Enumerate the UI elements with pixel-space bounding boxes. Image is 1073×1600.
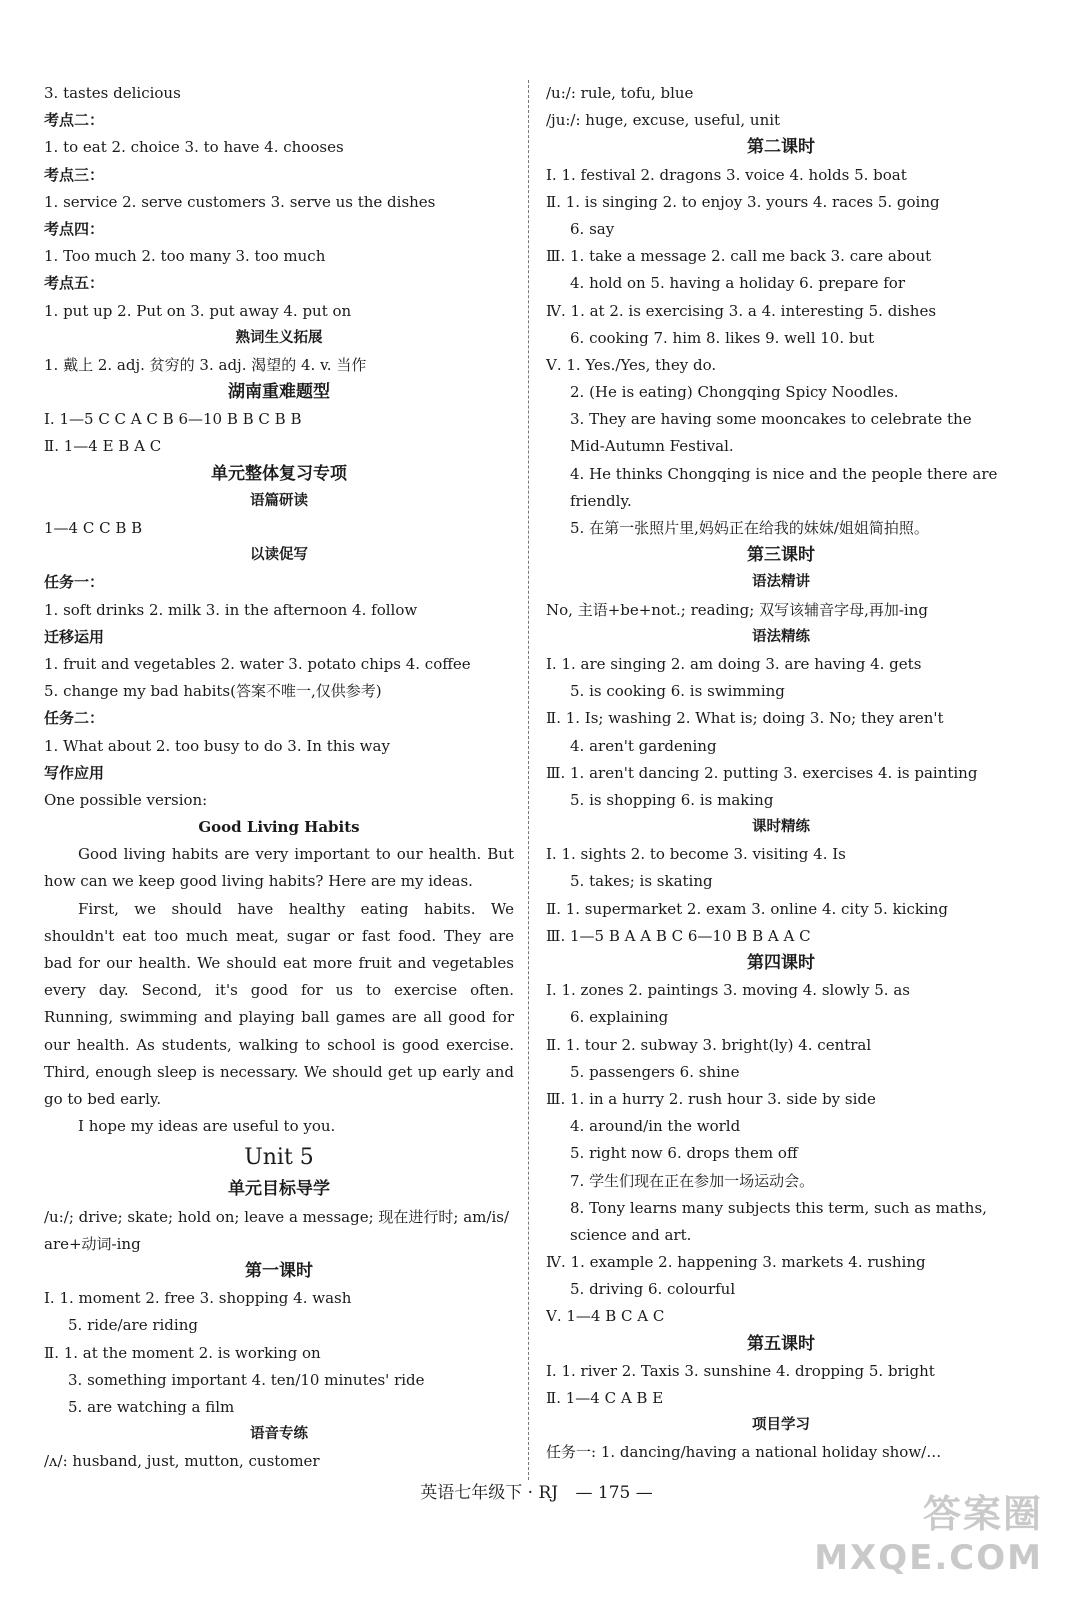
answer-line: 5. are watching a film xyxy=(68,1397,235,1416)
right-column xyxy=(546,80,1016,1467)
answer-line: 3. tastes delicious xyxy=(44,84,181,102)
answer-line: science and art. xyxy=(570,1225,692,1244)
answer-line: 6. cooking 7. him 8. likes 9. well 10. but xyxy=(570,328,875,347)
section-heading: 第三课时 xyxy=(747,545,815,566)
answer-line: 3. They are having some mooncakes to celebrate the xyxy=(570,410,972,429)
answer-line: 1—4 C C B B xyxy=(44,519,143,537)
column-divider xyxy=(528,80,529,1480)
answer-line: 1. Too much 2. too many 3. too much xyxy=(44,247,326,266)
answer-line: Ⅱ. 1. Is; washing 2. What is; doing 3. No; they aren't xyxy=(546,709,944,728)
answer-line: 迁移运用 xyxy=(44,627,105,646)
answer-line: 1. 戴上 2. adj. 贫穷的 3. adj. 渴望的 4. v. 当作 xyxy=(44,355,367,374)
left-answers-top xyxy=(44,80,514,841)
answer-line: 1. to eat 2. choice 3. to have 4. chooses xyxy=(44,138,344,157)
answer-line: Ⅱ. 1—4 E B A C xyxy=(44,437,162,456)
answer-line: Ⅴ. 1. Yes./Yes, they do. xyxy=(546,355,717,374)
answer-line: 5. ride/are riding xyxy=(68,1316,198,1335)
section-heading: 单元目标导学 xyxy=(228,1179,330,1200)
answer-line: 5. takes; is skating xyxy=(570,872,713,891)
answer-line: Ⅰ. 1. are singing 2. am doing 3. are having 4. gets xyxy=(546,654,922,673)
answer-line: 5. is shopping 6. is making xyxy=(570,790,774,809)
answer-line: 4. aren't gardening xyxy=(570,736,717,755)
essay-paragraph: First, we should have healthy eating habits. We shouldn't eat too much meat, sugar or fast food. They are bad for our health. We should eat more fruit and vegetables every day. Second, it's good for us to exercise often. Running, swimming and playing ball games are all good for our health. As students, walking to school is good exercise. Third, enough sleep is necessary. We should get up early and go to bed early. xyxy=(44,899,514,1109)
answer-line: Ⅳ. 1. example 2. happening 3. markets 4. rushing xyxy=(546,1253,926,1272)
answer-line: 5. driving 6. colourful xyxy=(570,1280,736,1299)
section-heading: 项目学习 xyxy=(752,1417,810,1434)
answer-line: 任务二： xyxy=(44,709,105,728)
answer-line: 5. 在第一张照片里,妈妈正在给我的妹妹/姐姐简拍照。 xyxy=(570,519,929,537)
answer-line: Ⅲ. 1. take a message 2. call me back 3. care about xyxy=(546,247,932,266)
answer-line: Ⅰ. 1. festival 2. dragons 3. voice 4. holds 5. boat xyxy=(546,165,907,184)
essay-body xyxy=(44,841,514,1140)
left-column xyxy=(44,80,514,1476)
answer-line: Ⅱ. 1. supermarket 2. exam 3. online 4. city 5. kicking xyxy=(546,899,949,918)
answer-line: 1. fruit and vegetables 2. water 3. potato chips 4. coffee xyxy=(44,654,471,673)
section-heading: 熟词生义拓展 xyxy=(235,329,323,346)
answer-line: 4. around/in the world xyxy=(570,1117,741,1136)
answer-line: /ʌ/: husband, just, mutton, customer xyxy=(44,1452,320,1471)
answer-line: Ⅲ. 1. in a hurry 2. rush hour 3. side by side xyxy=(546,1089,876,1108)
answer-line: Ⅲ. 1. aren't dancing 2. putting 3. exercises 4. is painting xyxy=(546,763,978,782)
answer-line: /u:/: rule, tofu, blue xyxy=(546,84,694,102)
answer-line: Ⅱ. 1. at the moment 2. is working on xyxy=(44,1343,321,1362)
watermark-logo xyxy=(814,1483,1043,1578)
section-heading: 语篇研读 xyxy=(250,492,308,509)
page-number: — 175 — xyxy=(575,1483,653,1503)
section-heading: Unit 5 xyxy=(244,1145,314,1171)
answer-line: 4. He thinks Chongqing is nice and the people there are xyxy=(570,464,998,483)
watermark-top: 答案圈 xyxy=(922,1492,1043,1536)
section-heading: 单元整体复习专项 xyxy=(211,463,347,484)
answer-line: /ju:/: huge, excuse, useful, unit xyxy=(546,111,781,130)
answer-line: Ⅰ. 1. river 2. Taxis 3. sunshine 4. dropping 5. bright xyxy=(546,1361,935,1380)
section-heading: 第二课时 xyxy=(747,137,815,158)
essay-paragraph: Good living habits are very important to our health. But how can we keep good living habits? Here are my ideas. xyxy=(44,845,514,891)
section-heading: 第五课时 xyxy=(747,1333,815,1354)
answer-line: 考点四： xyxy=(44,219,105,238)
answer-line: 考点三： xyxy=(44,165,105,184)
answer-line: 考点二： xyxy=(44,111,105,130)
answer-line: 5. passengers 6. shine xyxy=(570,1062,740,1081)
answer-line: No, 主语+be+not.; reading; 双写该辅音字母,再加-ing xyxy=(546,600,928,619)
answer-line: are+动词-ing xyxy=(44,1234,141,1253)
answer-line: 8. Tony learns many subjects this term, such as maths, xyxy=(570,1198,987,1217)
watermark-bottom: MXQE.COM xyxy=(814,1538,1043,1578)
answer-line: 任务一: 1. dancing/having a national holiday show/… xyxy=(546,1443,942,1462)
answer-line: 1. service 2. serve customers 3. serve us the dishes xyxy=(44,192,436,211)
answer-line: 6. say xyxy=(570,219,615,238)
answer-line: 1. put up 2. Put on 3. put away 4. put on xyxy=(44,301,352,320)
answer-line: 1. What about 2. too busy to do 3. In this way xyxy=(44,736,390,755)
answer-line: friendly. xyxy=(570,491,632,510)
answer-line: Ⅲ. 1—5 B A A B C 6—10 B B A A C xyxy=(546,926,811,945)
answer-line: 6. explaining xyxy=(570,1008,669,1027)
answer-line: 5. change my bad habits(答案不唯一,仅供参考) xyxy=(44,682,382,701)
section-heading: 语法精练 xyxy=(752,628,810,645)
section-heading: 语音专练 xyxy=(250,1426,308,1443)
answer-line: Ⅰ. 1—5 C C A C B 6—10 B B C B B xyxy=(44,410,302,429)
answer-line: Ⅱ. 1. is singing 2. to enjoy 3. yours 4. races 5. going xyxy=(546,192,940,211)
answer-line: Mid-Autumn Festival. xyxy=(570,437,734,456)
section-heading: 课时精练 xyxy=(752,819,810,836)
section-heading: 第四课时 xyxy=(747,953,815,973)
answer-line: 考点五： xyxy=(44,274,105,293)
answer-line: 2. (He is eating) Chongqing Spicy Noodles. xyxy=(570,383,899,402)
answer-line: 3. something important 4. ten/10 minutes' ride xyxy=(68,1370,425,1389)
section-heading: 语法精讲 xyxy=(752,574,810,591)
answer-line: Ⅰ. 1. zones 2. paintings 3. moving 4. slowly 5. as xyxy=(546,981,910,1000)
answer-line: /u:/; drive; skate; hold on; leave a message; 现在进行时; am/is/ xyxy=(44,1207,509,1226)
answer-line: Ⅰ. 1. moment 2. free 3. shopping 4. wash xyxy=(44,1289,352,1308)
essay-paragraph: I hope my ideas are useful to you. xyxy=(78,1117,336,1136)
answer-line: 7. 学生们现在正在参加一场运动会。 xyxy=(570,1171,815,1190)
answer-line: Ⅴ. 1—4 B C A C xyxy=(546,1307,665,1326)
answer-line: Ⅰ. 1. sights 2. to become 3. visiting 4. Is xyxy=(546,845,846,864)
section-heading: 湖南重难题型 xyxy=(228,382,330,403)
left-answers-bottom xyxy=(44,1140,514,1475)
answer-line: Ⅳ. 1. at 2. is exercising 3. a 4. interesting 5. dishes xyxy=(546,301,937,320)
section-heading: 第一课时 xyxy=(245,1261,313,1282)
answer-line: Ⅱ. 1. tour 2. subway 3. bright(ly) 4. central xyxy=(546,1035,872,1054)
section-heading: Good Living Habits xyxy=(198,818,360,837)
answer-line: 5. right now 6. drops them off xyxy=(570,1144,798,1163)
answer-line: 4. hold on 5. having a holiday 6. prepare for xyxy=(570,274,906,293)
answer-line: Ⅱ. 1—4 C A B E xyxy=(546,1389,664,1407)
answer-line: 任务一： xyxy=(44,573,105,592)
answer-line: 1. soft drinks 2. milk 3. in the afternoon 4. follow xyxy=(44,600,418,619)
answer-line: 5. is cooking 6. is swimming xyxy=(570,682,785,701)
section-heading: 以读促写 xyxy=(250,547,308,564)
answer-line: 写作应用 xyxy=(44,763,105,782)
footer-label: 英语七年级下 · RJ xyxy=(420,1483,559,1503)
answer-line: One possible version: xyxy=(44,790,208,809)
